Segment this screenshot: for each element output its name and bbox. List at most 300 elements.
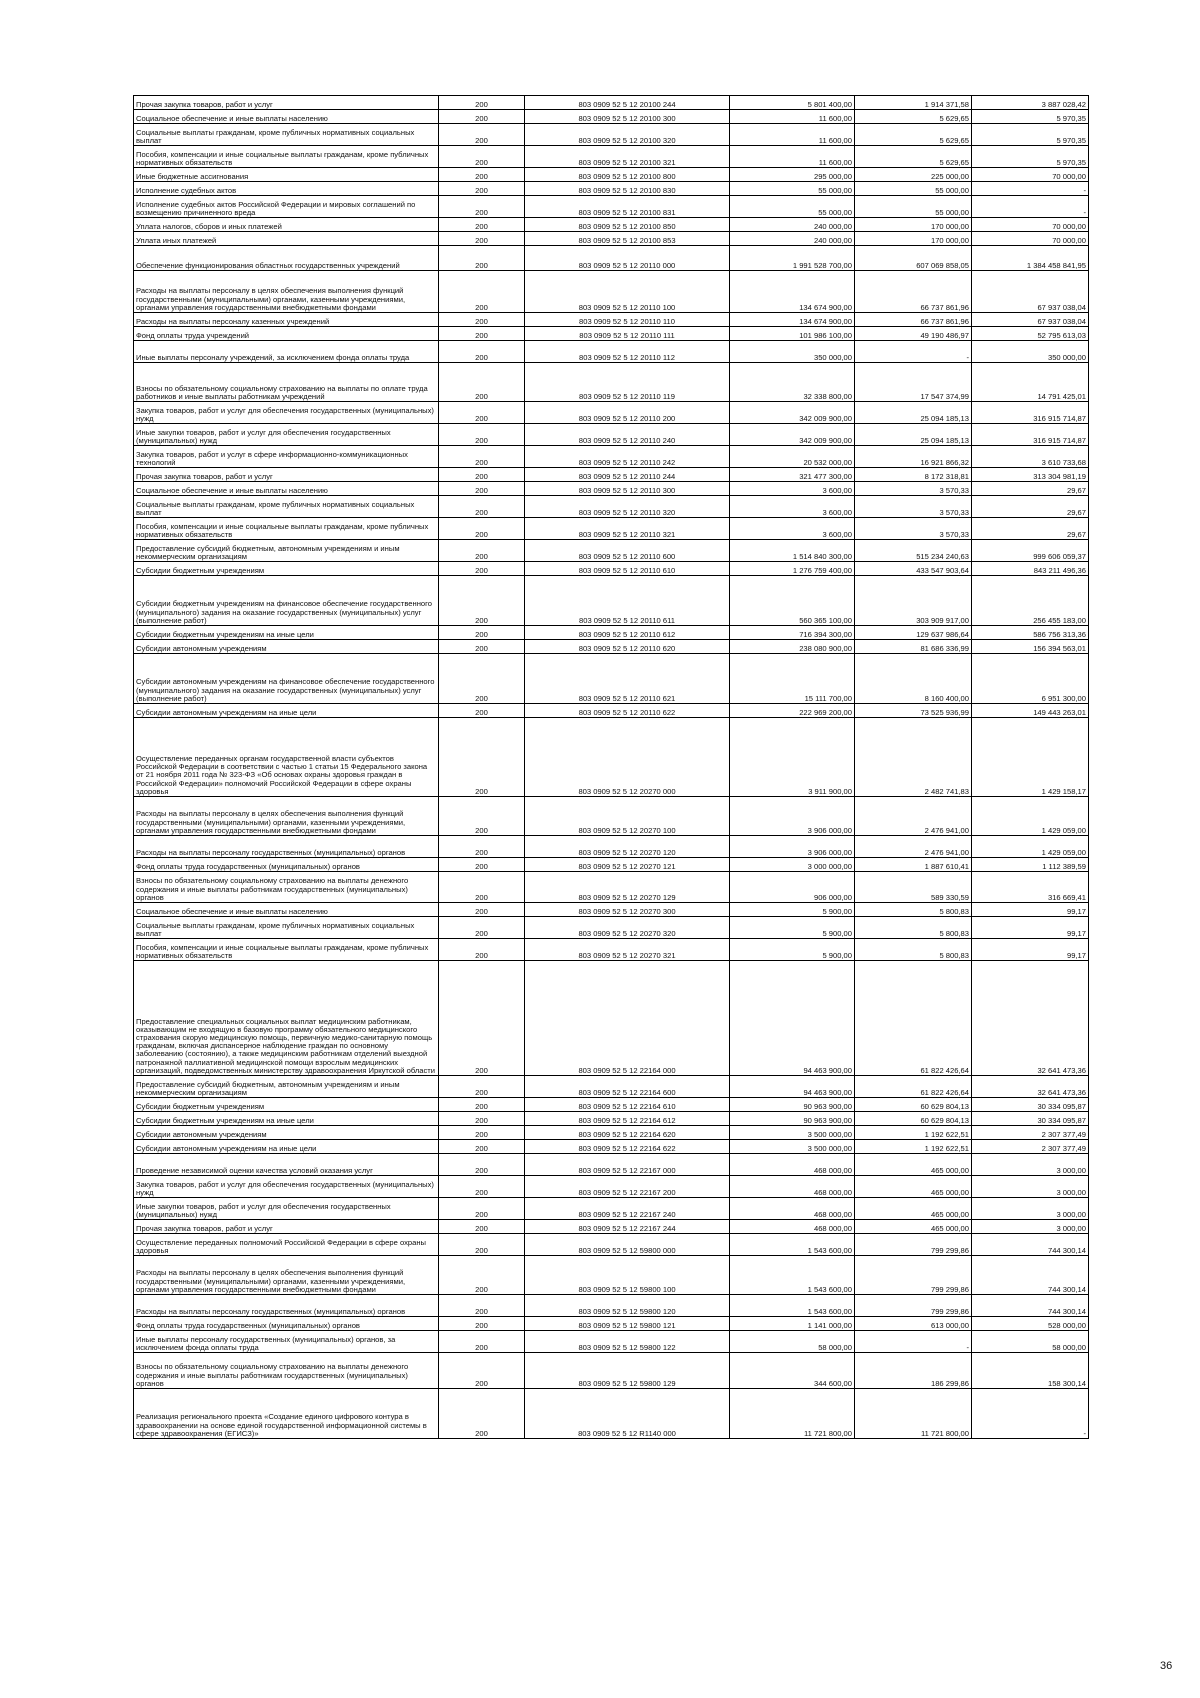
row-executed-cell: 81 686 336,99 xyxy=(855,640,972,654)
row-approved-cell: 5 900,00 xyxy=(730,939,855,961)
table-row xyxy=(134,468,1089,482)
row-code-cell: 200 xyxy=(439,1112,525,1126)
row-executed-cell: 225 000,00 xyxy=(855,168,972,182)
row-name-cell: Осуществление переданных полномочий Российской Федерации в сфере охраны здоровья xyxy=(134,1234,439,1256)
row-name-cell: Социальное обеспечение и иные выплаты населению xyxy=(134,482,439,496)
row-unexecuted-cell: 1 429 059,00 xyxy=(972,836,1089,858)
row-approved-cell: 3 906 000,00 xyxy=(730,836,855,858)
row-unexecuted-cell: 67 937 038,04 xyxy=(972,271,1089,313)
row-name-cell: Субсидии бюджетным учреждениям xyxy=(134,1098,439,1112)
table-row xyxy=(134,1112,1089,1126)
table-row xyxy=(134,704,1089,718)
row-executed-cell: 1 914 371,58 xyxy=(855,96,972,110)
row-executed-cell: 61 822 426,64 xyxy=(855,961,972,1076)
row-executed-cell: 1 887 610,41 xyxy=(855,858,972,872)
row-name-cell: Социальные выплаты гражданам, кроме публичных нормативных социальных выплат xyxy=(134,917,439,939)
row-executed-cell: 2 482 741,83 xyxy=(855,718,972,797)
table-row xyxy=(134,327,1089,341)
row-classification-cell: 803 0909 52 5 12 22164 000 xyxy=(525,961,730,1076)
row-unexecuted-cell: 3 887 028,42 xyxy=(972,96,1089,110)
row-name-cell: Субсидии автономным учреждениям на иные цели xyxy=(134,704,439,718)
row-executed-cell: 16 921 866,32 xyxy=(855,446,972,468)
row-code-cell: 200 xyxy=(439,540,525,562)
row-name-cell: Предоставление специальных социальных выплат медицинским работникам, оказывающим не входящую в базовую программу обязательного медицинского страхования скорую медицинскую помощь, первичную медико-санитарную помощь гражданам, включая диспансерное наблюдение граждан по основному заболеванию (состоянию), а также медицинским работникам отделений выездной патронажной паллиативной медицинской помощи взрослым медицинских организаций, подведомственных министерству здравоохранения Иркутской области xyxy=(134,961,439,1076)
row-code-cell: 200 xyxy=(439,939,525,961)
row-executed-cell: 61 822 426,64 xyxy=(855,1076,972,1098)
row-approved-cell: 55 000,00 xyxy=(730,196,855,218)
row-approved-cell: 1 276 759 400,00 xyxy=(730,562,855,576)
row-name-cell: Взносы по обязательному социальному страхованию на выплаты по оплате труда работников и иные выплаты работникам учреждений xyxy=(134,363,439,402)
row-code-cell: 200 xyxy=(439,168,525,182)
table-row xyxy=(134,96,1089,110)
row-code-cell: 200 xyxy=(439,1220,525,1234)
table-row xyxy=(134,182,1089,196)
row-unexecuted-cell: 29,67 xyxy=(972,496,1089,518)
row-code-cell: 200 xyxy=(439,704,525,718)
table-row xyxy=(134,540,1089,562)
row-approved-cell: 1 141 000,00 xyxy=(730,1317,855,1331)
row-unexecuted-cell: 6 951 300,00 xyxy=(972,654,1089,704)
table-row xyxy=(134,576,1089,626)
row-code-cell: 200 xyxy=(439,1098,525,1112)
row-code-cell: 200 xyxy=(439,1198,525,1220)
row-unexecuted-cell: 999 606 059,37 xyxy=(972,540,1089,562)
row-name-cell: Расходы на выплаты персоналу в целях обеспечения выполнения функций государственными (муниципальными) органами, казенными учреждениями, органами управления государственными внебюджетными фондами xyxy=(134,1256,439,1295)
row-name-cell: Субсидии автономным учреждениям xyxy=(134,1126,439,1140)
row-unexecuted-cell: 316 669,41 xyxy=(972,872,1089,903)
row-unexecuted-cell: 70 000,00 xyxy=(972,168,1089,182)
row-approved-cell: 55 000,00 xyxy=(730,182,855,196)
row-executed-cell: 5 629,65 xyxy=(855,124,972,146)
row-unexecuted-cell: 99,17 xyxy=(972,939,1089,961)
row-classification-cell: 803 0909 52 5 12 20110 622 xyxy=(525,704,730,718)
table-row xyxy=(134,446,1089,468)
row-classification-cell: 803 0909 52 5 12 20110 100 xyxy=(525,271,730,313)
row-code-cell: 200 xyxy=(439,424,525,446)
row-approved-cell: 5 801 400,00 xyxy=(730,96,855,110)
table-row xyxy=(134,1317,1089,1331)
row-name-cell: Субсидии бюджетным учреждениям на иные цели xyxy=(134,626,439,640)
row-approved-cell: 90 963 900,00 xyxy=(730,1112,855,1126)
row-classification-cell: 803 0909 52 5 12 20100 831 xyxy=(525,196,730,218)
row-code-cell: 200 xyxy=(439,654,525,704)
table-row xyxy=(134,1295,1089,1317)
row-approved-cell: 134 674 900,00 xyxy=(730,271,855,313)
row-code-cell: 200 xyxy=(439,146,525,168)
row-classification-cell: 803 0909 52 5 12 20100 850 xyxy=(525,218,730,232)
row-executed-cell: 3 570,33 xyxy=(855,482,972,496)
row-executed-cell: 1 192 622,51 xyxy=(855,1140,972,1154)
row-name-cell: Иные выплаты персоналу государственных (муниципальных) органов, за исключением фонда оплаты труда xyxy=(134,1331,439,1353)
row-approved-cell: 94 463 900,00 xyxy=(730,961,855,1076)
table-row xyxy=(134,110,1089,124)
row-classification-cell: 803 0909 52 5 12 20100 300 xyxy=(525,110,730,124)
row-code-cell: 200 xyxy=(439,1331,525,1353)
row-executed-cell: 25 094 185,13 xyxy=(855,402,972,424)
row-approved-cell: 1 991 528 700,00 xyxy=(730,246,855,271)
row-unexecuted-cell: 158 300,14 xyxy=(972,1353,1089,1389)
row-approved-cell: 11 600,00 xyxy=(730,146,855,168)
row-executed-cell: 433 547 903,64 xyxy=(855,562,972,576)
row-name-cell: Закупка товаров, работ и услуг в сфере информационно-коммуникационных технологий xyxy=(134,446,439,468)
row-classification-cell: 803 0909 52 5 12 20110 620 xyxy=(525,640,730,654)
row-classification-cell: 803 0909 52 5 12 20110 119 xyxy=(525,363,730,402)
row-code-cell: 200 xyxy=(439,858,525,872)
row-unexecuted-cell: 3 000,00 xyxy=(972,1198,1089,1220)
table-row xyxy=(134,124,1089,146)
row-name-cell: Закупка товаров, работ и услуг для обеспечения государственных (муниципальных) нужд xyxy=(134,402,439,424)
row-approved-cell: 350 000,00 xyxy=(730,341,855,363)
row-classification-cell: 803 0909 52 5 12 20270 129 xyxy=(525,872,730,903)
row-executed-cell: 60 629 804,13 xyxy=(855,1112,972,1126)
row-unexecuted-cell: 3 000,00 xyxy=(972,1176,1089,1198)
row-code-cell: 200 xyxy=(439,482,525,496)
row-unexecuted-cell: 67 937 038,04 xyxy=(972,313,1089,327)
row-classification-cell: 803 0909 52 5 12 59800 120 xyxy=(525,1295,730,1317)
row-unexecuted-cell: 316 915 714,87 xyxy=(972,424,1089,446)
row-name-cell: Расходы на выплаты персоналу государственных (муниципальных) органов xyxy=(134,1295,439,1317)
row-name-cell: Расходы на выплаты персоналу в целях обеспечения выполнения функций государственными (муниципальными) органами, казенными учреждениями, органами управления государственными внебюджетными фондами xyxy=(134,271,439,313)
row-unexecuted-cell: - xyxy=(972,1389,1089,1439)
row-classification-cell: 803 0909 52 5 12 20110 200 xyxy=(525,402,730,424)
row-approved-cell: 468 000,00 xyxy=(730,1176,855,1198)
row-approved-cell: 3 000 000,00 xyxy=(730,858,855,872)
row-classification-cell: 803 0909 52 5 12 20270 300 xyxy=(525,903,730,917)
table-row xyxy=(134,797,1089,836)
table-row xyxy=(134,562,1089,576)
row-unexecuted-cell: 14 791 425,01 xyxy=(972,363,1089,402)
row-approved-cell: 11 600,00 xyxy=(730,124,855,146)
row-unexecuted-cell: 1 112 389,59 xyxy=(972,858,1089,872)
row-approved-cell: 468 000,00 xyxy=(730,1198,855,1220)
row-code-cell: 200 xyxy=(439,124,525,146)
row-executed-cell: 49 190 486,97 xyxy=(855,327,972,341)
row-classification-cell: 803 0909 52 5 12 20110 321 xyxy=(525,518,730,540)
row-code-cell: 200 xyxy=(439,232,525,246)
row-classification-cell: 803 0909 52 5 12 20110 240 xyxy=(525,424,730,446)
row-code-cell: 200 xyxy=(439,363,525,402)
row-unexecuted-cell: 3 000,00 xyxy=(972,1220,1089,1234)
row-name-cell: Уплата иных платежей xyxy=(134,232,439,246)
row-classification-cell: 803 0909 52 5 12 20100 244 xyxy=(525,96,730,110)
row-code-cell: 200 xyxy=(439,341,525,363)
row-code-cell: 200 xyxy=(439,626,525,640)
row-name-cell: Социальные выплаты гражданам, кроме публичных нормативных социальных выплат xyxy=(134,124,439,146)
row-approved-cell: 1 543 600,00 xyxy=(730,1234,855,1256)
table-row xyxy=(134,196,1089,218)
row-classification-cell: 803 0909 52 5 12 20270 321 xyxy=(525,939,730,961)
row-executed-cell: 5 629,65 xyxy=(855,110,972,124)
row-code-cell: 200 xyxy=(439,496,525,518)
row-approved-cell: 5 900,00 xyxy=(730,917,855,939)
row-executed-cell: 2 476 941,00 xyxy=(855,836,972,858)
row-approved-cell: 3 500 000,00 xyxy=(730,1126,855,1140)
row-code-cell: 200 xyxy=(439,576,525,626)
row-name-cell: Прочая закупка товаров, работ и услуг xyxy=(134,1220,439,1234)
row-approved-cell: 3 600,00 xyxy=(730,482,855,496)
row-approved-cell: 1 543 600,00 xyxy=(730,1295,855,1317)
table-row xyxy=(134,218,1089,232)
table-row xyxy=(134,1176,1089,1198)
table-row xyxy=(134,1256,1089,1295)
row-unexecuted-cell: 3 610 733,68 xyxy=(972,446,1089,468)
row-executed-cell: 465 000,00 xyxy=(855,1198,972,1220)
row-approved-cell: 240 000,00 xyxy=(730,218,855,232)
row-approved-cell: 3 600,00 xyxy=(730,518,855,540)
row-code-cell: 200 xyxy=(439,1234,525,1256)
row-code-cell: 200 xyxy=(439,518,525,540)
row-classification-cell: 803 0909 52 5 12 20110 611 xyxy=(525,576,730,626)
row-classification-cell: 803 0909 52 5 12 20110 320 xyxy=(525,496,730,518)
row-code-cell: 200 xyxy=(439,1389,525,1439)
row-executed-cell: 73 525 936,99 xyxy=(855,704,972,718)
table-row xyxy=(134,626,1089,640)
row-unexecuted-cell: 29,67 xyxy=(972,482,1089,496)
table-row xyxy=(134,168,1089,182)
row-classification-cell: 803 0909 52 5 12 22164 620 xyxy=(525,1126,730,1140)
row-code-cell: 200 xyxy=(439,640,525,654)
row-name-cell: Субсидии бюджетным учреждениям на иные цели xyxy=(134,1112,439,1126)
row-code-cell: 200 xyxy=(439,196,525,218)
row-name-cell: Взносы по обязательному социальному страхованию на выплаты денежного содержания и иные выплаты работникам государственных (муниципальных) органов xyxy=(134,1353,439,1389)
row-classification-cell: 803 0909 52 5 12 20100 320 xyxy=(525,124,730,146)
row-name-cell: Взносы по обязательному социальному страхованию на выплаты денежного содержания и иные выплаты работникам государственных (муниципальных) органов xyxy=(134,872,439,903)
row-unexecuted-cell: 2 307 377,49 xyxy=(972,1126,1089,1140)
row-code-cell: 200 xyxy=(439,402,525,424)
row-classification-cell: 803 0909 52 5 12 20110 112 xyxy=(525,341,730,363)
row-approved-cell: 344 600,00 xyxy=(730,1353,855,1389)
row-classification-cell: 803 0909 52 5 12 20110 610 xyxy=(525,562,730,576)
table-row xyxy=(134,232,1089,246)
row-code-cell: 200 xyxy=(439,562,525,576)
row-executed-cell: 465 000,00 xyxy=(855,1220,972,1234)
row-executed-cell: 170 000,00 xyxy=(855,232,972,246)
row-name-cell: Предоставление субсидий бюджетным, автономным учреждениям и иным некоммерческим организациям xyxy=(134,1076,439,1098)
row-code-cell: 200 xyxy=(439,917,525,939)
row-unexecuted-cell: 52 795 613,03 xyxy=(972,327,1089,341)
table-row xyxy=(134,1331,1089,1353)
budget-table-sheet xyxy=(133,95,1088,1439)
row-classification-cell: 803 0909 52 5 12 20270 000 xyxy=(525,718,730,797)
row-name-cell: Фонд оплаты труда государственных (муниципальных) органов xyxy=(134,858,439,872)
row-approved-cell: 3 906 000,00 xyxy=(730,797,855,836)
row-approved-cell: 134 674 900,00 xyxy=(730,313,855,327)
row-executed-cell: 5 800,83 xyxy=(855,939,972,961)
row-approved-cell: 240 000,00 xyxy=(730,232,855,246)
table-row xyxy=(134,1198,1089,1220)
row-name-cell: Пособия, компенсации и иные социальные выплаты гражданам, кроме публичных нормативных обязательств xyxy=(134,518,439,540)
row-unexecuted-cell: 5 970,35 xyxy=(972,110,1089,124)
row-executed-cell: 186 299,86 xyxy=(855,1353,972,1389)
row-executed-cell: 5 800,83 xyxy=(855,903,972,917)
row-unexecuted-cell: 256 455 183,00 xyxy=(972,576,1089,626)
row-code-cell: 200 xyxy=(439,903,525,917)
table-row xyxy=(134,313,1089,327)
row-classification-cell: 803 0909 52 5 12 22167 240 xyxy=(525,1198,730,1220)
row-name-cell: Исполнение судебных актов xyxy=(134,182,439,196)
row-executed-cell: 170 000,00 xyxy=(855,218,972,232)
row-classification-cell: 803 0909 52 5 12 59800 100 xyxy=(525,1256,730,1295)
row-code-cell: 200 xyxy=(439,718,525,797)
row-approved-cell: 5 900,00 xyxy=(730,903,855,917)
row-executed-cell: 1 192 622,51 xyxy=(855,1126,972,1140)
row-classification-cell: 803 0909 52 5 12 22164 612 xyxy=(525,1112,730,1126)
table-row xyxy=(134,482,1089,496)
row-unexecuted-cell: 99,17 xyxy=(972,917,1089,939)
row-name-cell: Социальное обеспечение и иные выплаты населению xyxy=(134,110,439,124)
table-row xyxy=(134,640,1089,654)
row-name-cell: Субсидии автономным учреждениям на иные цели xyxy=(134,1140,439,1154)
row-executed-cell: 8 172 318,81 xyxy=(855,468,972,482)
row-approved-cell: 1 543 600,00 xyxy=(730,1256,855,1295)
row-name-cell: Пособия, компенсации и иные социальные выплаты гражданам, кроме публичных нормативных обязательств xyxy=(134,146,439,168)
row-name-cell: Расходы на выплаты персоналу казенных учреждений xyxy=(134,313,439,327)
row-name-cell: Прочая закупка товаров, работ и услуг xyxy=(134,96,439,110)
row-code-cell: 200 xyxy=(439,1295,525,1317)
table-row xyxy=(134,1126,1089,1140)
table-row xyxy=(134,246,1089,271)
row-unexecuted-cell: - xyxy=(972,182,1089,196)
row-classification-cell: 803 0909 52 5 12 20110 000 xyxy=(525,246,730,271)
table-row xyxy=(134,939,1089,961)
row-approved-cell: 94 463 900,00 xyxy=(730,1076,855,1098)
row-executed-cell: 66 737 861,96 xyxy=(855,271,972,313)
row-executed-cell: 3 570,33 xyxy=(855,496,972,518)
row-code-cell: 200 xyxy=(439,1317,525,1331)
row-unexecuted-cell: 5 970,35 xyxy=(972,146,1089,168)
table-row xyxy=(134,872,1089,903)
row-unexecuted-cell: 744 300,14 xyxy=(972,1256,1089,1295)
row-name-cell: Иные закупки товаров, работ и услуг для обеспечения государственных (муниципальных) нужд xyxy=(134,424,439,446)
row-approved-cell: 90 963 900,00 xyxy=(730,1098,855,1112)
row-executed-cell: 465 000,00 xyxy=(855,1176,972,1198)
row-classification-cell: 803 0909 52 5 12 59800 121 xyxy=(525,1317,730,1331)
row-name-cell: Уплата налогов, сборов и иных платежей xyxy=(134,218,439,232)
row-approved-cell: 101 986 100,00 xyxy=(730,327,855,341)
row-executed-cell: 799 299,86 xyxy=(855,1295,972,1317)
table-row xyxy=(134,718,1089,797)
table-row xyxy=(134,836,1089,858)
row-name-cell: Фонд оплаты труда учреждений xyxy=(134,327,439,341)
table-row xyxy=(134,518,1089,540)
row-classification-cell: 803 0909 52 5 12 59800 000 xyxy=(525,1234,730,1256)
row-classification-cell: 803 0909 52 5 12 22164 600 xyxy=(525,1076,730,1098)
row-name-cell: Расходы на выплаты персоналу государственных (муниципальных) органов xyxy=(134,836,439,858)
row-unexecuted-cell: 744 300,14 xyxy=(972,1234,1089,1256)
row-unexecuted-cell: 350 000,00 xyxy=(972,341,1089,363)
row-unexecuted-cell: 99,17 xyxy=(972,903,1089,917)
row-classification-cell: 803 0909 52 5 12 20110 244 xyxy=(525,468,730,482)
row-approved-cell: 560 365 100,00 xyxy=(730,576,855,626)
table-row xyxy=(134,917,1089,939)
row-code-cell: 200 xyxy=(439,446,525,468)
row-name-cell: Исполнение судебных актов Российской Федерации и мировых соглашений по возмещению причиненного вреда xyxy=(134,196,439,218)
row-approved-cell: 11 721 800,00 xyxy=(730,1389,855,1439)
row-unexecuted-cell: 156 394 563,01 xyxy=(972,640,1089,654)
row-code-cell: 200 xyxy=(439,468,525,482)
row-code-cell: 200 xyxy=(439,110,525,124)
row-name-cell: Субсидии бюджетным учреждениям на финансовое обеспечение государственного (муниципального) задания на оказание государственных (муниципальных) услуг (выполнение работ) xyxy=(134,576,439,626)
row-executed-cell: 129 637 986,64 xyxy=(855,626,972,640)
row-unexecuted-cell: 1 429 158,17 xyxy=(972,718,1089,797)
table-row xyxy=(134,1220,1089,1234)
row-classification-cell: 803 0909 52 5 12 20270 100 xyxy=(525,797,730,836)
table-row xyxy=(134,424,1089,446)
row-unexecuted-cell: 1 429 059,00 xyxy=(972,797,1089,836)
row-approved-cell: 3 600,00 xyxy=(730,496,855,518)
row-approved-cell: 1 514 840 300,00 xyxy=(730,540,855,562)
row-unexecuted-cell: 744 300,14 xyxy=(972,1295,1089,1317)
row-code-cell: 200 xyxy=(439,327,525,341)
row-executed-cell: 515 234 240,63 xyxy=(855,540,972,562)
row-unexecuted-cell: 30 334 095,87 xyxy=(972,1112,1089,1126)
row-name-cell: Иные закупки товаров, работ и услуг для обеспечения государственных (муниципальных) нужд xyxy=(134,1198,439,1220)
row-approved-cell: 3 500 000,00 xyxy=(730,1140,855,1154)
table-row xyxy=(134,146,1089,168)
row-approved-cell: 716 394 300,00 xyxy=(730,626,855,640)
row-code-cell: 200 xyxy=(439,872,525,903)
row-classification-cell: 803 0909 52 5 12 22167 200 xyxy=(525,1176,730,1198)
row-approved-cell: 342 009 900,00 xyxy=(730,424,855,446)
row-executed-cell: 25 094 185,13 xyxy=(855,424,972,446)
table-row xyxy=(134,858,1089,872)
row-approved-cell: 295 000,00 xyxy=(730,168,855,182)
row-code-cell: 200 xyxy=(439,246,525,271)
row-name-cell: Предоставление субсидий бюджетным, автономным учреждениям и иным некоммерческим организациям xyxy=(134,540,439,562)
row-unexecuted-cell: 32 641 473,36 xyxy=(972,961,1089,1076)
row-classification-cell: 803 0909 52 5 12 59800 122 xyxy=(525,1331,730,1353)
table-row xyxy=(134,1154,1089,1176)
row-executed-cell: 3 570,33 xyxy=(855,518,972,540)
row-approved-cell: 222 969 200,00 xyxy=(730,704,855,718)
row-executed-cell: 17 547 374,99 xyxy=(855,363,972,402)
row-unexecuted-cell: 313 304 981,19 xyxy=(972,468,1089,482)
row-classification-cell: 803 0909 52 5 12 20110 110 xyxy=(525,313,730,327)
row-unexecuted-cell: 29,67 xyxy=(972,518,1089,540)
row-approved-cell: 20 532 000,00 xyxy=(730,446,855,468)
row-code-cell: 200 xyxy=(439,797,525,836)
budget-table-body xyxy=(134,96,1089,1439)
row-name-cell: Субсидии автономным учреждениям xyxy=(134,640,439,654)
row-classification-cell: 803 0909 52 5 12 R1140 000 xyxy=(525,1389,730,1439)
row-unexecuted-cell: 30 334 095,87 xyxy=(972,1098,1089,1112)
row-executed-cell: 303 909 917,00 xyxy=(855,576,972,626)
row-executed-cell: 5 629,65 xyxy=(855,146,972,168)
row-classification-cell: 803 0909 52 5 12 22167 244 xyxy=(525,1220,730,1234)
row-name-cell: Расходы на выплаты персоналу в целях обеспечения выполнения функций государственными (муниципальными) органами, казенными учреждениями, органами управления государственными внебюджетными фондами xyxy=(134,797,439,836)
row-code-cell: 200 xyxy=(439,96,525,110)
row-classification-cell: 803 0909 52 5 12 20100 830 xyxy=(525,182,730,196)
row-approved-cell: 468 000,00 xyxy=(730,1154,855,1176)
row-unexecuted-cell: 316 915 714,87 xyxy=(972,402,1089,424)
row-classification-cell: 803 0909 52 5 12 22164 622 xyxy=(525,1140,730,1154)
row-name-cell: Обеспечение функционирования областных государственных учреждений xyxy=(134,246,439,271)
page-number: 36 xyxy=(1160,1660,1173,1672)
row-classification-cell: 803 0909 52 5 12 20110 600 xyxy=(525,540,730,562)
row-approved-cell: 32 338 800,00 xyxy=(730,363,855,402)
row-code-cell: 200 xyxy=(439,961,525,1076)
row-approved-cell: 11 600,00 xyxy=(730,110,855,124)
table-row xyxy=(134,1076,1089,1098)
row-classification-cell: 803 0909 52 5 12 20110 300 xyxy=(525,482,730,496)
row-executed-cell: 66 737 861,96 xyxy=(855,313,972,327)
row-approved-cell: 3 911 900,00 xyxy=(730,718,855,797)
row-approved-cell: 468 000,00 xyxy=(730,1220,855,1234)
row-code-cell: 200 xyxy=(439,182,525,196)
row-executed-cell: 5 800,83 xyxy=(855,917,972,939)
row-executed-cell: 55 000,00 xyxy=(855,182,972,196)
row-code-cell: 200 xyxy=(439,1353,525,1389)
